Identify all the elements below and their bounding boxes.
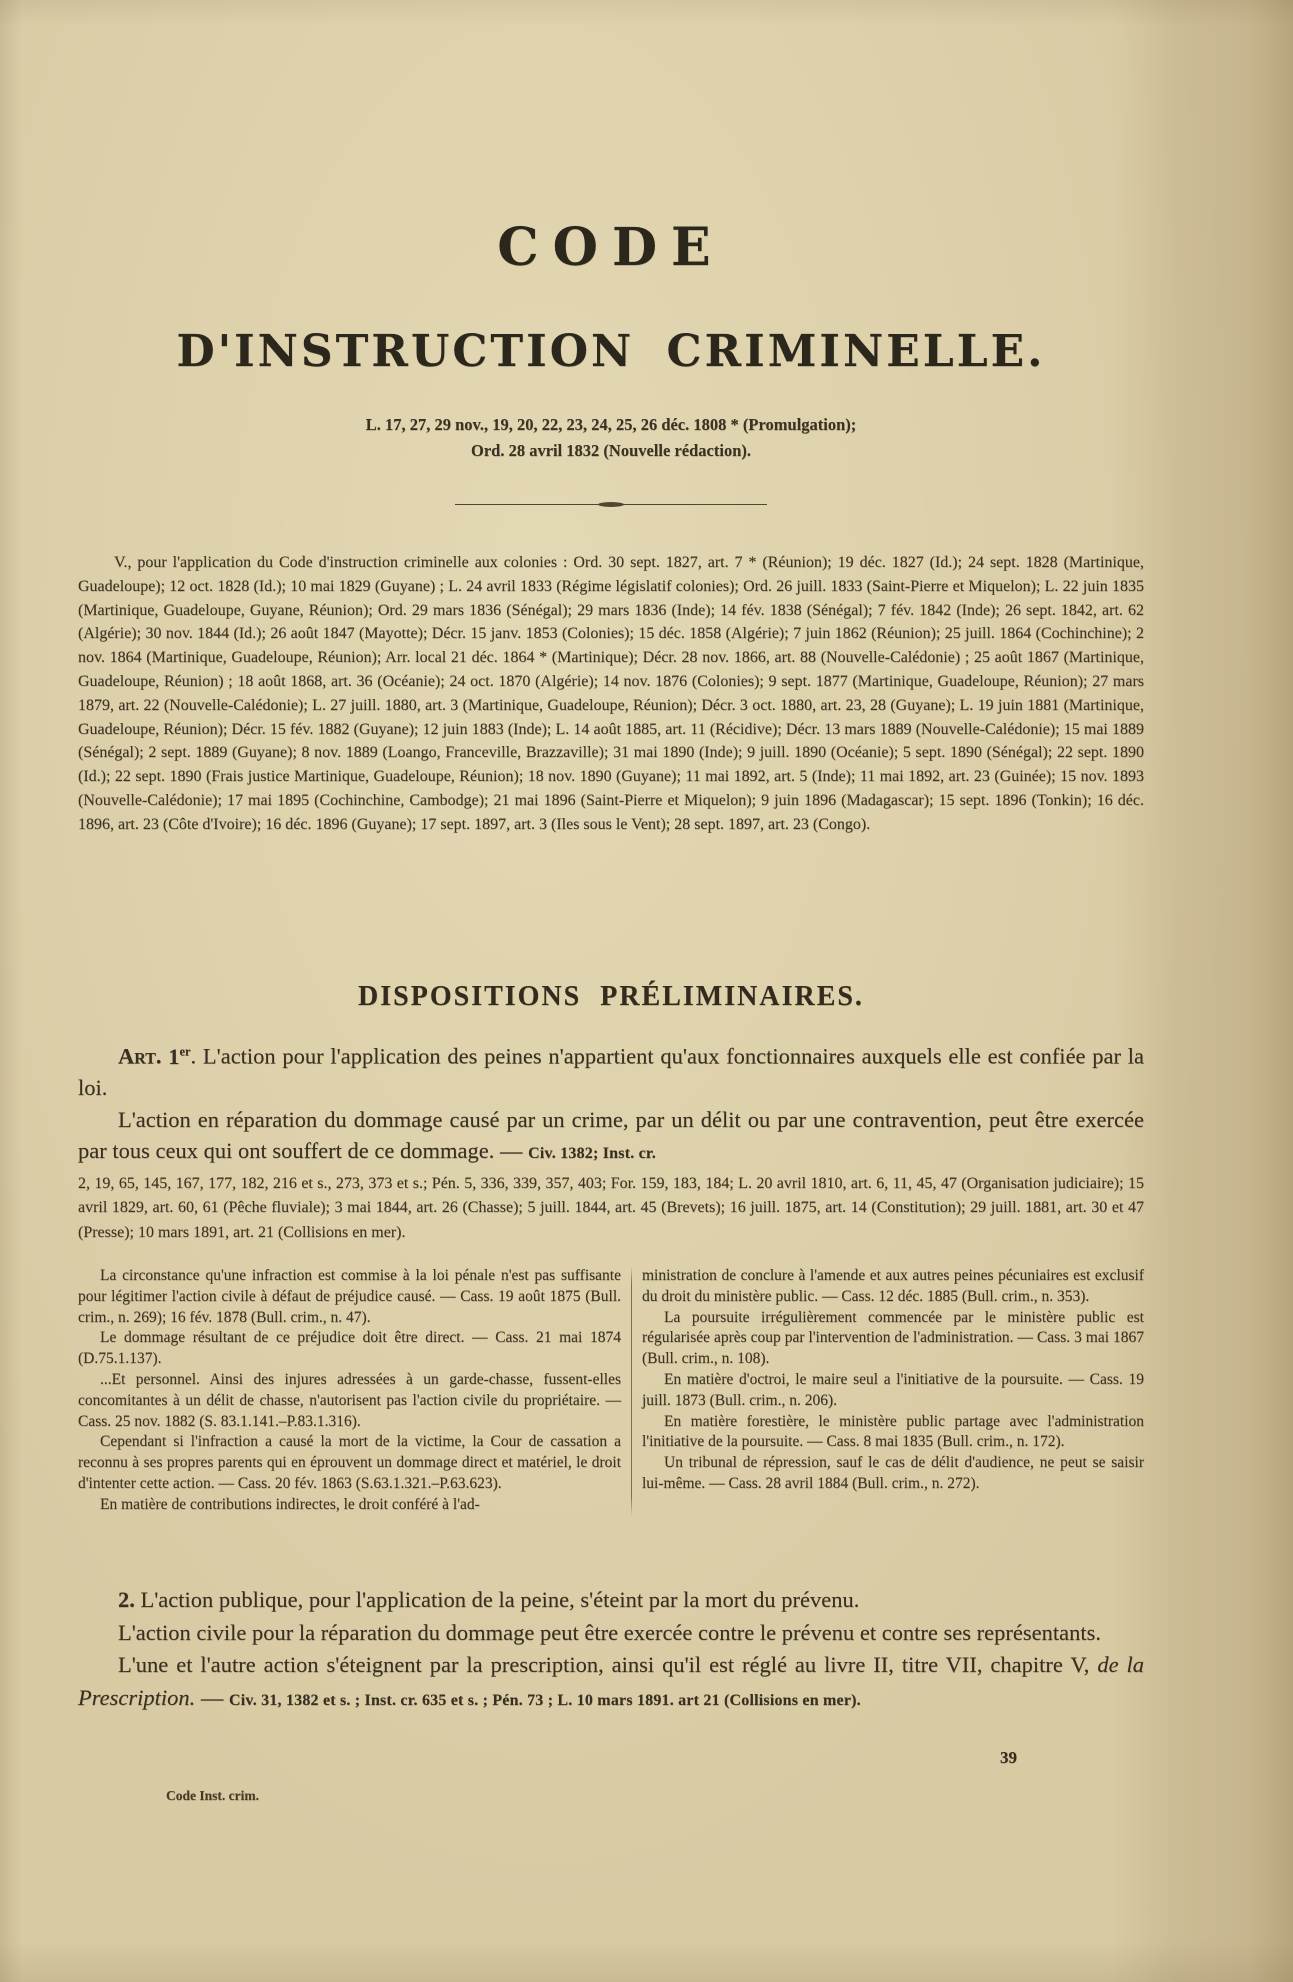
article-1-references: 2, 19, 65, 145, 167, 177, 182, 216 et s., 273, 373 et s.; Pén. 5, 336, 339, 357, 403; For. 159, 183, 184; L. 20 avril 1810, art. 6, 11, 45, 47 (Organisation judiciaire); 15 avril 1829, art. 60, 61 (Pêche fluviale); 3 mai 1844, art. 26 (Chasse); 5 juill. 1844, art. 45 (Brevets); 16 juill. 1875, art. 14 (Constitution); 29 juill. 1881, art. 30 et 47 (Presse); 10 mars 1891, art. 21 (Collisions en mer). xyxy=(78,1174,1144,1241)
annotation-paragraph: Cependant si l'infraction a causé la mort de la victime, la Cour de cassation a reconnu à ses propres parents qui en éprouvent un dommage direct et matériel, le droit d'intenter cette action. — Cass. 20 fév. 1863 (S.63.1.321.–P.63.623). xyxy=(78,1433,621,1492)
divider-block xyxy=(78,500,1144,509)
article-1-block xyxy=(78,1036,1144,1245)
article-2-italic-title: de la Prescription. xyxy=(78,1652,1144,1710)
annotation-paragraph: ministration de conclure à l'amende et aux autres peines pécuniaires est exclusif du droit du ministère public. — Cass. 12 déc. 1885 (Bull. crim., n. 353). xyxy=(642,1267,1144,1305)
annotation-paragraph: Le dommage résultant de ce préjudice doit être direct. — Cass. 21 mai 1874 (D.75.1.137). xyxy=(78,1329,621,1368)
page-subtitle: D'INSTRUCTION CRIMINELLE. xyxy=(176,326,1046,377)
article-1-ordinal: er xyxy=(179,1044,191,1058)
colonies-note-paragraph: V., pour l'application du Code d'instruction criminelle aux colonies : Ord. 30 sept. 1827, art. 7 * (Réunion); 19 déc. 1827 (Id.); 24 sept. 1828 (Martinique, Guadeloupe); 12 oct. 1828 (Id.); 10 mai 1829 (Guyane) ; L. 24 avril 1833 (Régime législatif colonies); Ord. 26 juill. 1833 (Saint-Pierre et Miquelon); L. 22 juin 1835 (Martinique, Guadeloupe, Guyane, Réunion); Ord. 29 mars 1836 (Sénégal); 29 mars 1836 (Inde); 14 fév. 1838 (Sénégal); 7 fév. 1842 (Inde); 26 sept. 1842, art. 62 (Algérie); 30 nov. 1844 (Id.); 26 août 1847 (Mayotte); Décr. 15 janv. 1853 (Colonies); 15 déc. 1858 (Algérie); 7 juin 1862 (Réunion); 25 juill. 1864 (Cochinchine); 2 nov. 1864 (Martinique, Guadeloupe, Réunion); Arr. local 21 déc. 1864 * (Martinique); Décr. 28 nov. 1866, art. 88 (Nouvelle-Calédonie) ; 25 août 1867 (Martinique, Guadeloupe, Réunion) ; 18 août 1868, art. 36 (Océanie); 24 oct. 1870 (Algérie); 14 nov. 1876 (Colonies); 9 sept. 1877 (Martinique, Guadeloupe, Réunion); 27 mars 1879, art. 22 (Nouvelle-Calédonie); L. 27 juill. 1880, art. 3 (Martinique, Guadeloupe, Réunion); Décr. 3 oct. 1880, art. 23, 28 (Guyane); L. 19 juin 1881 (Martinique, Guadeloupe, Réunion); Décr. 15 fév. 1882 (Guyane); 12 juin 1883 (Inde); L. 14 août 1885, art. 11 (Récidive); Décr. 13 mars 1889 (Nouvelle-Calédonie); 15 mai 1889 (Sénégal); 2 sept. 1889 (Guyane); 8 nov. 1889 (Loango, Franceville, Brazzaville); 31 mai 1890 (Inde); 9 juill. 1890 (Océanie); 5 sept. 1890 (Sénégal); 22 sept. 1890 (Id.); 22 sept. 1890 (Frais justice Martinique, Guadeloupe, Réunion); 18 nov. 1890 (Guyane); 11 mai 1892, art. 5 (Inde); 11 mai 1892, art. 23 (Guinée); 15 nov. 1893 (Nouvelle-Calédonie); 17 mai 1895 (Cochinchine, Cambodge); 21 mai 1896 (Saint-Pierre et Miquelon); 9 juin 1896 (Madagascar); 15 sept. 1896 (Tonkin); 16 déc. 1896, art. 23 (Côte d'Ivoire); 16 déc. 1896 (Guyane); 17 sept. 1897, art. 3 (Iles sous le Vent); 28 sept. 1897, art. 23 (Congo). xyxy=(78,554,1144,833)
article-2-dash: — xyxy=(195,1684,230,1710)
article-1-label: Art. xyxy=(118,1043,162,1069)
article-2-paragraph-1 xyxy=(78,1584,1144,1617)
ornament-divider xyxy=(455,500,767,509)
annotation-paragraph: ...Et personnel. Ainsi des injures adressées à un garde-chasse, fussent-elles concomitantes à un délit de chasse, n'autorisent pas l'action civile du propriétaire. — Cass. 25 nov. 1882 (S. 83.1.141.–P.83.1.316). xyxy=(78,1370,621,1430)
article-2-paragraph-3 xyxy=(78,1649,1144,1717)
page-title: CODE xyxy=(497,217,725,278)
annotations-left-column xyxy=(78,1266,621,1516)
annotation-paragraph: En matière d'octroi, le maire seul a l'initiative de la poursuite. — Cass. 19 juill. 1873 (Bull. crim., n. 206). xyxy=(642,1370,1144,1409)
annotation-paragraph: En matière forestière, le ministère public partage avec l'administration l'initiative de la poursuite. — Cass. 8 mai 1835 (Bull. crim., n. 172). xyxy=(642,1412,1144,1451)
article-2-text-1: L'action publique, pour l'application de la peine, s'éteint par la mort du prévenu. xyxy=(134,1587,860,1612)
article-1-paragraph-1 xyxy=(78,1036,1144,1104)
divider-diamond xyxy=(598,502,624,507)
article-1-refs-lead: Civ. 1382; Inst. cr. xyxy=(528,1145,656,1162)
annotation-paragraph: La circonstance qu'une infraction est commise à la loi pénale n'est pas suffisante pour légitimer l'action civile à défaut de préjudice causé. — Cass. 19 août 1875 (Bull. crim., n. 269); 16 fév. 1878 (Bull. crim., n. 47). xyxy=(78,1267,621,1326)
annotation-paragraph: Un tribunal de répression, sauf le cas de délit d'audience, ne peut se saisir lui-même. — Cass. 28 avril 1884 (Bull. crim., n. 272). xyxy=(642,1454,1144,1492)
article-2-references: Civ. 31, 1382 et s. ; Inst. cr. 635 et s. ; Pén. 73 ; L. 10 mars 1891. art 21 (Collisions en mer). xyxy=(229,1691,861,1709)
article-2-paragraph-2: L'action civile pour la réparation du dommage peut être exercée contre le prévenu et contre ses représentants. xyxy=(118,1619,1101,1645)
annotation-paragraph: La poursuite irrégulièrement commencée par le ministère public est régularisée après coup par l'intervention de l'administration. — Cass. 3 mai 1867 (Bull. crim., n. 108). xyxy=(642,1308,1144,1368)
article-1-text-2: L'action en réparation du dommage causé par un crime, par un délit ou par une contravention, peut être exercée par tous ceux qui ont souffert de ce dommage. — xyxy=(78,1106,1144,1163)
page-number: 39 xyxy=(1000,1748,1017,1767)
article-2-number: 2. xyxy=(118,1587,135,1612)
article-1-paragraph-2 xyxy=(78,1104,1144,1170)
promulgation-block xyxy=(78,412,1144,464)
promulgation-line: L. 17, 27, 29 nov., 19, 20, 22, 23, 24, 25, 26 déc. 1808 * (Promulgation); xyxy=(365,415,857,434)
article-1-number: 1er xyxy=(168,1043,191,1069)
redaction-line: Ord. 28 avril 1832 (Nouvelle rédaction). xyxy=(470,441,751,460)
annotation-paragraph: En matière de contributions indirectes, le droit conféré à l'ad- xyxy=(100,1495,480,1513)
annotations-right-column xyxy=(642,1266,1144,1516)
article-2-text-3: L'une et l'autre action s'éteignent par la prescription, ainsi qu'il est réglé au livre II, titre VII, chapitre V, xyxy=(118,1652,1098,1677)
title-block xyxy=(78,217,1144,278)
column-divider-line xyxy=(631,1266,632,1516)
footer-signature: Code Inst. crim. xyxy=(166,1788,259,1803)
colonies-note-block xyxy=(78,551,1144,837)
section-heading-block xyxy=(78,982,1144,1013)
subtitle-block xyxy=(78,326,1144,377)
annotations-block xyxy=(78,1266,1144,1516)
section-heading: DISPOSITIONS PRÉLIMINAIRES. xyxy=(358,981,864,1012)
article-2-block xyxy=(78,1584,1144,1717)
article-1-text-1: . L'action pour l'application des peines n'appartient qu'aux fonctionnaires auxquels elle est confiée par la loi. xyxy=(78,1043,1144,1100)
